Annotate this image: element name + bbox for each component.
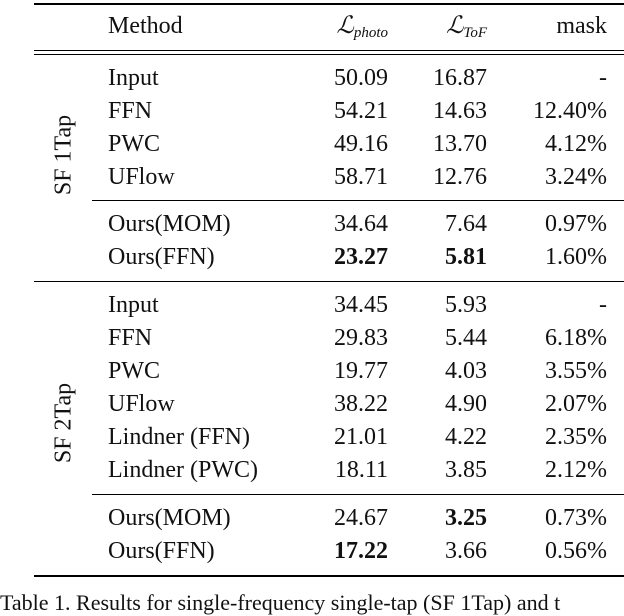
cell-method: PWC: [108, 131, 161, 157]
cell-method: PWC: [108, 358, 161, 384]
table-row: [0, 161, 624, 194]
table-row: [0, 128, 624, 161]
cell-tof: 13.70: [433, 131, 487, 157]
cell-tof: 12.76: [433, 164, 487, 190]
cell-photo-best: 17.22: [334, 538, 388, 564]
cell-mask: 2.12%: [545, 457, 607, 483]
cell-tof-best: 3.25: [445, 505, 487, 531]
cell-method: Ours(MOM): [108, 211, 231, 237]
cell-mask: 3.24%: [545, 164, 607, 190]
cell-mask: 0.73%: [545, 505, 607, 531]
header-double-rule-1: [34, 50, 624, 51]
group-label-sf-2tap: SF 2Tap: [50, 382, 77, 464]
cell-tof: 16.87: [433, 65, 487, 91]
cell-mask: 3.55%: [545, 358, 607, 384]
cell-photo: 58.71: [334, 164, 388, 190]
table-caption: Table 1. Results for single-frequency single-tap (SF 1Tap) and t: [0, 590, 561, 615]
header-row: [0, 10, 624, 43]
cell-method: Input: [108, 65, 159, 91]
cell-photo: 38.22: [334, 391, 388, 417]
cell-photo: 18.11: [334, 457, 388, 483]
cell-method: Ours(MOM): [108, 505, 231, 531]
header-double-rule-2: [34, 54, 624, 55]
cell-photo: 34.45: [334, 292, 388, 318]
table-row: [0, 535, 624, 568]
table-row: [0, 355, 624, 388]
cell-photo: 34.64: [334, 211, 388, 237]
cell-mask: 12.40%: [533, 98, 607, 124]
cell-photo: 24.67: [334, 505, 388, 531]
table-row: [0, 454, 624, 487]
cell-tof: 3.66: [445, 538, 487, 564]
cell-tof: 14.63: [433, 98, 487, 124]
header-method: Method: [108, 13, 183, 39]
cell-tof: 3.85: [445, 457, 487, 483]
table-row: [0, 502, 624, 535]
cell-method: Lindner (PWC): [108, 457, 258, 483]
table-row: [0, 95, 624, 128]
cell-mask: 0.97%: [545, 211, 607, 237]
table-row: [0, 62, 624, 95]
cell-method: Lindner (FFN): [108, 424, 250, 450]
cell-tof-best: 5.81: [445, 244, 487, 270]
cell-mask: 2.07%: [545, 391, 607, 417]
cell-photo-best: 23.27: [334, 244, 388, 270]
table-row: [0, 241, 624, 274]
table-row: [0, 289, 624, 322]
cell-tof: 4.90: [445, 391, 487, 417]
group-label-sf-1tap: SF 1Tap: [50, 114, 77, 196]
cell-photo: 49.16: [334, 131, 388, 157]
header-l-photo: ℒ$_{photo}$: [336, 13, 388, 41]
cell-method: FFN: [108, 98, 153, 124]
cell-tof: 5.93: [445, 292, 487, 318]
header-l-tof: ℒ$_{ToF}$: [446, 13, 487, 41]
cell-method: Ours(FFN): [108, 538, 215, 564]
cell-mask: 2.35%: [545, 424, 607, 450]
cell-method: FFN: [108, 325, 153, 351]
cell-photo: 54.21: [334, 98, 388, 124]
group1-ours-rule: [92, 200, 624, 201]
bottom-rule: [34, 575, 624, 577]
cell-tof: 7.64: [445, 211, 487, 237]
cell-method: UFlow: [108, 164, 175, 190]
top-rule: [34, 3, 624, 5]
table-row: [0, 421, 624, 454]
group2-ours-rule: [92, 494, 624, 495]
cell-mask: -: [599, 292, 607, 318]
header-mask: mask: [556, 13, 607, 39]
group-separator-rule: [34, 281, 624, 282]
table-row: [0, 388, 624, 421]
cell-photo: 19.77: [334, 358, 388, 384]
table-row: [0, 322, 624, 355]
cell-tof: 4.03: [445, 358, 487, 384]
cell-method: UFlow: [108, 391, 175, 417]
cell-method: Ours(FFN): [108, 244, 215, 270]
cell-mask: 4.12%: [545, 131, 607, 157]
cell-tof: 4.22: [445, 424, 487, 450]
cell-mask: 6.18%: [545, 325, 607, 351]
cell-photo: 29.83: [334, 325, 388, 351]
cell-mask: 1.60%: [545, 244, 607, 270]
cell-mask: -: [599, 65, 607, 91]
cell-photo: 50.09: [334, 65, 388, 91]
cell-photo: 21.01: [334, 424, 388, 450]
cell-mask: 0.56%: [545, 538, 607, 564]
cell-tof: 5.44: [445, 325, 487, 351]
cell-method: Input: [108, 292, 159, 318]
table-row: [0, 208, 624, 241]
